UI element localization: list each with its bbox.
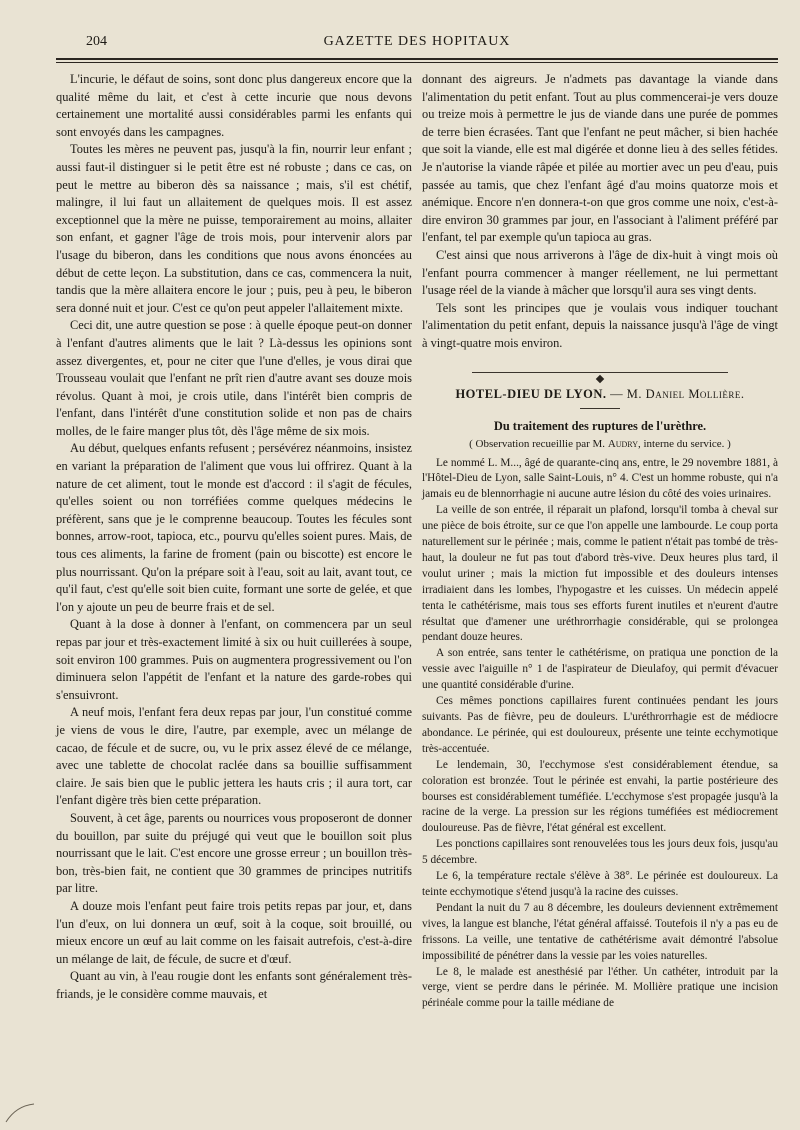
section-heading: [422, 387, 778, 402]
paragraph: A douze mois l'enfant peut faire trois petits repas par jour, et, dans l'un d'eux, on lui donnera un œuf, soit à la coque, soit brouillé, ou mieux encore un œuf au lait comme on les faisait autrefois, c'est-à-dire un mélange de lait, de fécule, de sucre et d'œuf.: [56, 898, 412, 966]
hospital-name: HOTEL-DIEU DE LYON.: [455, 386, 607, 401]
article-title: Du traitement des ruptures de l'urèthre.: [493, 418, 707, 433]
paragraph: Le nommé L. M..., âgé de quarante-cinq ans, entre, le 29 novembre 1881, à l'Hôtel-Dieu de Lyon, salle Saint-Louis, n° 4. C'est un homme robuste, qui n'a jamais eu de blennorrhagie ni aucune autre lésion du côté des voies urinaires.: [422, 456, 778, 501]
running-title: GAZETTE DES HOPITAUX: [323, 34, 511, 49]
heading-dash: — M. Daniel: [606, 386, 689, 401]
paragraph: L'incurie, le défaut de soins, sont donc plus dangereux encore que la qualité même du lait, et c'est à cette incurie que nous devons certainement une mortalité aussi considérables parmi les enfants qui sont envoyés dans les campagnes.: [56, 72, 412, 139]
paragraph: Les ponctions capillaires sont renouvelées tous les jours deux fois, jusqu'au 5 décembre.: [422, 838, 778, 867]
observer-name: Audry: [607, 437, 638, 450]
observation-prefix: ( Observation recueillie par M.: [469, 437, 608, 450]
paragraph: Le 6, la température rectale s'élève à 38°. Le périnée est douloureux. La teinte ecchymotique s'étend jusqu'à la racine des cuisses.: [422, 870, 778, 898]
right-column: [422, 71, 778, 1012]
section-divider: [422, 367, 778, 377]
paragraph: Souvent, à cet âge, parents ou nourrices vous proposeront de donner du bouillon, par suite du préjugé qui veut que le bouillon soit plus nourrissant que le lait. C'est encore une grosse erreur ; un bouillon très-bon, très-bien fait, ne contient que 30 grammes de principes nutritifs par litre.: [56, 810, 412, 896]
surgeon-name: Mollière.: [688, 386, 745, 401]
paragraph: Ces mêmes ponctions capillaires furent continuées pendant les jours suivants. Pas de fièvre, peu de douleurs. L'uréthrorrhagie est de médiocre abondance. Le périnée, qui est douloureux, présente une teinte ecchymotique très-accentuée.: [422, 695, 778, 755]
paragraph: Le 8, le malade est anesthésié par l'éther. Un cathéter, introduit par la verge, vient se perdre dans le périnée. M. Mollière pratique une incision périnéale comme pour la taille médiane de: [422, 965, 778, 1010]
paragraph: La veille de son entrée, il réparait un plafond, lorsqu'il tomba à cheval sur une pièce de bois étroite, sur ce que l'on appelle une lambourde. Le coup porta naturellement sur le périnée ; mais, comme le patient n'était pas tombé de très-haut, la douleur ne fut pas tout d'abord très-vive. Deux heures plus tard, il voulut uriner ; mais la miction fut impossible et des douleurs intenses irradiaient dans les lombes, l'hypogastre et les cuisses. Un médecin appelé tenta le cathétérisme, mais tous ses efforts furent inutiles et n'eurent d'autre résultat que d'amener une uréthrorrhagie considérable, qui se prolongea pendant douze heures.: [422, 504, 778, 644]
case-report: [422, 456, 778, 1013]
diamond-ornament-icon: [596, 374, 604, 382]
two-column-body: [56, 71, 778, 1012]
paragraph: A neuf mois, l'enfant fera deux repas par jour, l'un constitué comme je viens de vous le dire, l'autre, par exemple, avec un mélange de cacao, de fécule et de sucre, ou, vu le prix assez élevé de ce mélange, avec une tablette de chocolat raclée dans sa bouillie suffisamment claire. Je sais bien que le public jettera les hauts cris ; il aura tort, car l'enfant digère très bien cette préparation.: [56, 705, 412, 808]
page-header: [56, 30, 778, 52]
observation-credit: [422, 438, 778, 450]
paragraph: Toutes les mères ne peuvent pas, jusqu'à la fin, nourrir leur enfant ; aussi faut-il distinguer si le petit être est né robuste ; dans ce cas, on peut le mettre au biberon dès sa naissance ; mais, s'il est chétif, malingre, il lui faut un allaitement de quelques mois. Il est assez exceptionnel que la mère ne puisse, temporairement au moins, allaiter son enfant, et gagner l'âge de trois mois, pour intervenir alors par l'usage du biberon, dans les conditions que nous avons énoncées au début de cette leçon. La substitution, dans ce cas, commencera la nuit, tandis que la mère allaitera encore le jour ; puis, peu à peu, le biberon sera donné nuit et jour. C'est ce qu'on peut appeler l'allaitement mixte.: [56, 142, 412, 315]
page-corner-mark-icon: [4, 1102, 38, 1124]
paragraph: Ceci dit, une autre question se pose : à quelle époque peut-on donner à l'enfant d'autres aliments que le lait ? Là-dessus les opinions sont assez divergentes, et, pour ne citer que l'une d'elles, je vous dirai que Trousseau voulait que l'enfant ne prît rien d'autre avant ses douze mois révolus. Quant à moi, je crois utile, dans l'intérêt bien compris de l'enfant, dans l'intérêt d'une constitution solide et non pas de chairs molles, de le faire manger plus tôt, dès l'âge même de six mois.: [56, 318, 412, 438]
paragraph: Le lendemain, 30, l'ecchymose s'est considérablement étendue, sa coloration est bronzée. Tout le périnée est envahi, la partie postérieure des bourses est considérablement tuméfiée. L'ecchymose s'est propagée jusqu'à la racine de la verge. La pression sur les régions tuméfiées est médiocrement douloureuse. Pas de fièvre, l'état général est excellent.: [422, 758, 778, 835]
observation-suffix: , interne du service. ): [637, 437, 731, 450]
paragraph: A son entrée, sans tenter le cathétérisme, on pratiqua une ponction de la vessie avec l'aiguille n° 1 de l'aspirateur de Dieulafoy, qui permit d'évacuer une quantité considérable d'urine.: [422, 647, 778, 692]
left-column: [56, 71, 412, 1012]
paragraph: donnant des aigreurs. Je n'admets pas davantage la viande dans l'alimentation du petit enfant. Tout au plus commencerai-je vers douze ou treize mois à permettre le jus de viande dans une purée de pommes de terre bien écrasées. Tant que l'enfant ne peut mâcher, si bien hachée que soit la viande, elle est mal digérée et donne lieu à des selles fétides. Je n'autorise la viande râpée et pilée au mortier avec un peu d'eau, puis passée au tamis, que chez l'enfant âgé d'au moins quatorze mois et anémique. Encore n'en donnera-t-on que gros comme une noix, c'est-à-dire environ 30 grammes par jour, en l'associant à l'aliment préféré par l'enfant, tel par exemple qu'un tapioca au gras.: [422, 72, 778, 245]
paragraph: Quant au vin, à l'eau rougie dont les enfants sont généralement très-friands, je le considère comme mauvais, et: [56, 969, 412, 1001]
paragraph: C'est ainsi que nous arriverons à l'âge de dix-huit à vingt mois où l'enfant pourra commencer à manger réellement, ne lui permettant l'usage réel de la viande à mâcher que lorsqu'il aura ses vingt dents.: [422, 247, 778, 298]
paragraph: Quant à la dose à donner à l'enfant, on commencera par un seul repas par jour et très-exactement limité à six ou huit cuillerées à soupe, soit environ 100 grammes. Puis on augmentera progressivement ou l'on diminuera selon l'appétit de l'enfant et la nature des garde-robes qui s'ensuivront.: [56, 617, 412, 702]
paragraph: Au début, quelques enfants refusent ; persévérez néanmoins, insistez en variant la préparation de l'aliment que vous lui offrirez. Quant à la nature de cet aliment, tout le monde est d'accord : il s'agit de fécules, qu'elles soient ou non torréfiées comme quelques médecins le préfèrent, sans que je le comprenne beaucoup. Toutes les fécules sont bonnes, arrow-root, tapioca, etc., pourvu qu'elles soient pures. Mais, de tous ces aliments, la farine de froment (pain ou biscotte) est encore le plus nourrissant. Qu'on la prépare soit à l'eau, soit au lait, avant tout, ce qu'il faut, c'est qu'elle soit bien cuite, formant une sorte de gelée, et que l'on y ajoute un peu de beurre frais et de sel.: [56, 441, 412, 614]
paragraph: Tels sont les principes que je voulais vous indiquer touchant l'alimentation du petit enfant, depuis la naissance jusqu'à l'âge de vingt à vingt-quatre mois environ.: [422, 300, 778, 350]
paragraph: Pendant la nuit du 7 au 8 décembre, les douleurs deviennent extrêmement vives, la langue est blanche, l'état général affaissé. Toutefois il n'y a pas eu de frissons. La veille, une tentative de cathétérisme avait démontré l'absolue impossibilité de pénétrer dans la vessie par les voies naturelles.: [422, 901, 778, 962]
lecture-conclusion: [422, 71, 778, 353]
header-rule: [56, 58, 778, 63]
short-rule: [580, 408, 620, 409]
page-number: 204: [86, 34, 107, 49]
